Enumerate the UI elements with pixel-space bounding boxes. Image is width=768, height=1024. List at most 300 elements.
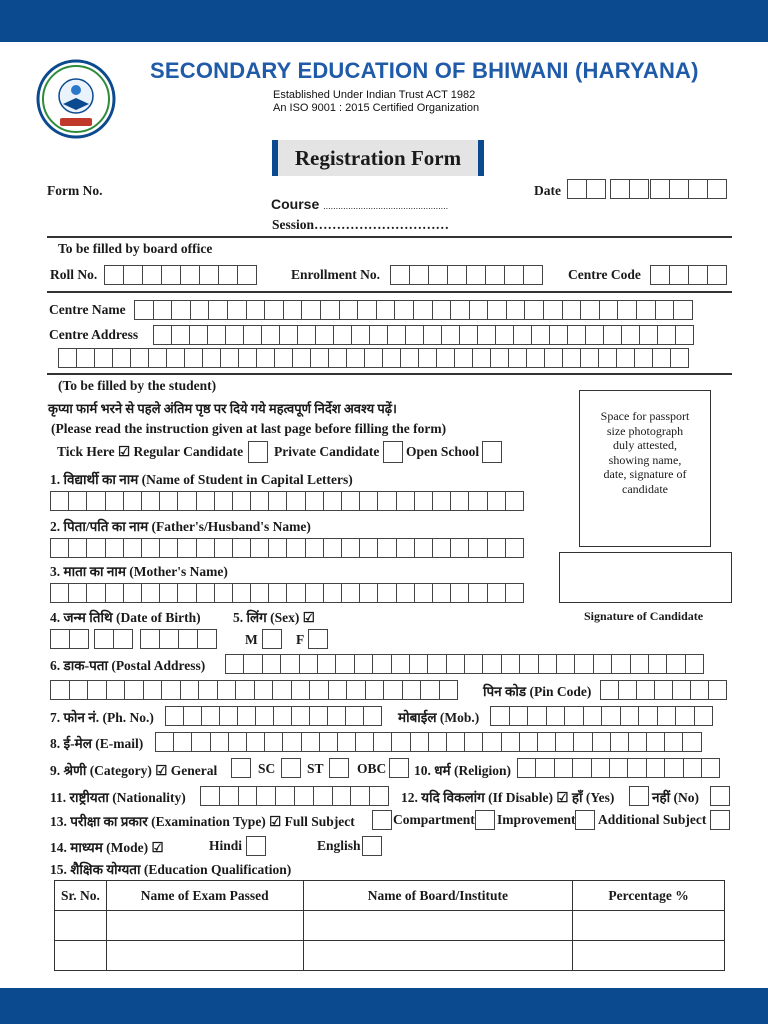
char-box[interactable] [323, 583, 342, 603]
char-box[interactable] [272, 680, 292, 700]
char-box[interactable] [94, 348, 113, 368]
char-box[interactable] [68, 491, 87, 511]
address-boxes[interactable] [225, 654, 703, 674]
char-box[interactable] [357, 300, 377, 320]
char-box[interactable] [363, 706, 382, 726]
full-subject-checkbox[interactable] [372, 810, 392, 830]
char-box[interactable] [690, 680, 709, 700]
char-box[interactable] [593, 654, 612, 674]
char-box[interactable] [508, 348, 527, 368]
char-box[interactable] [148, 348, 167, 368]
char-box[interactable] [432, 300, 452, 320]
char-box[interactable] [546, 706, 566, 726]
char-box[interactable] [208, 300, 228, 320]
char-box[interactable] [159, 491, 178, 511]
char-box[interactable] [86, 583, 105, 603]
char-box[interactable] [599, 300, 619, 320]
char-box[interactable] [432, 491, 451, 511]
char-box[interactable] [573, 732, 592, 752]
char-box[interactable] [225, 654, 244, 674]
char-box[interactable] [238, 786, 258, 806]
char-box[interactable] [377, 491, 396, 511]
char-box[interactable] [220, 348, 239, 368]
char-box[interactable] [364, 348, 383, 368]
char-box[interactable] [196, 491, 215, 511]
char-box[interactable] [675, 706, 695, 726]
char-box[interactable] [305, 538, 324, 558]
char-box[interactable] [664, 758, 683, 778]
char-box[interactable] [256, 348, 275, 368]
char-box[interactable] [618, 680, 637, 700]
char-box[interactable] [50, 491, 69, 511]
char-box[interactable] [124, 680, 144, 700]
char-box[interactable] [409, 654, 428, 674]
char-box[interactable] [309, 706, 328, 726]
char-box[interactable] [501, 654, 520, 674]
char-box[interactable] [555, 732, 574, 752]
char-box[interactable] [243, 325, 262, 345]
char-box[interactable] [184, 348, 203, 368]
char-box[interactable] [166, 348, 185, 368]
char-box[interactable] [282, 732, 301, 752]
father-name-boxes[interactable] [50, 538, 523, 558]
char-box[interactable] [286, 491, 305, 511]
char-box[interactable] [701, 758, 720, 778]
char-box[interactable] [264, 732, 283, 752]
char-box[interactable] [250, 538, 269, 558]
char-box[interactable] [423, 325, 442, 345]
char-box[interactable] [196, 538, 215, 558]
char-box[interactable] [153, 325, 172, 345]
char-box[interactable] [685, 654, 704, 674]
char-box[interactable] [372, 654, 391, 674]
char-box[interactable] [291, 706, 310, 726]
char-box[interactable] [487, 583, 506, 603]
char-box[interactable] [332, 786, 352, 806]
char-box[interactable] [171, 325, 190, 345]
char-box[interactable] [274, 348, 293, 368]
char-box[interactable] [153, 300, 173, 320]
char-box[interactable] [283, 300, 303, 320]
char-box[interactable] [554, 758, 573, 778]
char-box[interactable] [490, 706, 510, 726]
char-box[interactable] [519, 732, 538, 752]
char-box[interactable] [487, 538, 506, 558]
char-box[interactable] [464, 654, 483, 674]
char-box[interactable] [377, 538, 396, 558]
char-box[interactable] [405, 325, 424, 345]
char-box[interactable] [495, 325, 514, 345]
char-box[interactable] [638, 706, 658, 726]
char-box[interactable] [335, 654, 354, 674]
char-box[interactable] [177, 538, 196, 558]
char-box[interactable] [105, 538, 124, 558]
char-box[interactable] [531, 325, 550, 345]
char-box[interactable] [414, 583, 433, 603]
char-box[interactable] [268, 491, 287, 511]
char-box[interactable] [391, 654, 410, 674]
char-box[interactable] [652, 348, 671, 368]
char-box[interactable] [319, 732, 338, 752]
char-box[interactable] [105, 491, 124, 511]
char-box[interactable] [123, 583, 142, 603]
char-box[interactable] [359, 583, 378, 603]
char-box[interactable] [123, 538, 142, 558]
char-box[interactable] [310, 348, 329, 368]
char-box[interactable] [376, 300, 396, 320]
general-checkbox[interactable] [231, 758, 251, 778]
char-box[interactable] [198, 680, 218, 700]
char-box[interactable] [611, 654, 630, 674]
char-box[interactable] [354, 654, 373, 674]
char-box[interactable] [299, 654, 318, 674]
char-box[interactable] [468, 491, 487, 511]
char-box[interactable] [450, 300, 470, 320]
char-box[interactable] [501, 732, 520, 752]
email-boxes[interactable] [155, 732, 701, 752]
char-box[interactable] [454, 348, 473, 368]
dob-day-boxes[interactable] [50, 629, 88, 649]
compartment-checkbox[interactable] [475, 810, 495, 830]
char-box[interactable] [141, 583, 160, 603]
char-box[interactable] [382, 348, 401, 368]
open-school-checkbox[interactable] [482, 441, 502, 463]
char-box[interactable] [600, 680, 619, 700]
char-box[interactable] [365, 680, 385, 700]
char-box[interactable] [391, 732, 410, 752]
char-box[interactable] [603, 325, 622, 345]
private-candidate-checkbox[interactable] [383, 441, 403, 463]
char-box[interactable] [286, 538, 305, 558]
char-box[interactable] [359, 491, 378, 511]
char-box[interactable] [487, 300, 507, 320]
char-box[interactable] [505, 491, 524, 511]
char-box[interactable] [420, 680, 440, 700]
char-box[interactable] [261, 325, 280, 345]
table-cell[interactable] [106, 941, 303, 971]
char-box[interactable] [527, 706, 547, 726]
char-box[interactable] [173, 732, 192, 752]
char-box[interactable] [207, 325, 226, 345]
centre-name-boxes[interactable] [134, 300, 692, 320]
char-box[interactable] [50, 538, 69, 558]
char-box[interactable] [617, 300, 637, 320]
char-box[interactable] [250, 491, 269, 511]
char-box[interactable] [574, 654, 593, 674]
nationality-boxes[interactable] [200, 786, 388, 806]
char-box[interactable] [580, 300, 600, 320]
char-box[interactable] [556, 654, 575, 674]
char-box[interactable] [646, 758, 665, 778]
char-box[interactable] [141, 491, 160, 511]
char-box[interactable] [477, 325, 496, 345]
char-box[interactable] [130, 348, 149, 368]
char-box[interactable] [682, 732, 701, 752]
char-box[interactable] [256, 786, 276, 806]
char-box[interactable] [232, 538, 251, 558]
table-cell[interactable] [573, 911, 725, 941]
table-cell[interactable] [303, 941, 573, 971]
table-cell[interactable] [55, 911, 107, 941]
char-box[interactable] [564, 706, 584, 726]
char-box[interactable] [339, 300, 359, 320]
char-box[interactable] [469, 300, 489, 320]
char-box[interactable] [428, 732, 447, 752]
char-box[interactable] [337, 732, 356, 752]
char-box[interactable] [228, 732, 247, 752]
char-box[interactable] [636, 300, 656, 320]
char-box[interactable] [400, 348, 419, 368]
char-box[interactable] [345, 706, 364, 726]
char-box[interactable] [657, 325, 676, 345]
char-box[interactable] [200, 786, 220, 806]
char-box[interactable] [112, 348, 131, 368]
char-box[interactable] [526, 348, 545, 368]
char-box[interactable] [355, 732, 374, 752]
char-box[interactable] [171, 300, 191, 320]
char-box[interactable] [464, 732, 483, 752]
char-box[interactable] [190, 300, 210, 320]
char-box[interactable] [180, 680, 200, 700]
char-box[interactable] [123, 491, 142, 511]
char-box[interactable] [513, 325, 532, 345]
char-box[interactable] [68, 538, 87, 558]
char-box[interactable] [396, 538, 415, 558]
char-box[interactable] [214, 538, 233, 558]
char-box[interactable] [237, 706, 256, 726]
table-row[interactable] [55, 911, 725, 941]
char-box[interactable] [369, 325, 388, 345]
char-box[interactable] [305, 583, 324, 603]
char-box[interactable] [243, 654, 262, 674]
char-box[interactable] [76, 348, 95, 368]
mother-name-boxes[interactable] [50, 583, 523, 603]
char-box[interactable] [567, 325, 586, 345]
char-box[interactable] [524, 300, 544, 320]
char-box[interactable] [517, 758, 536, 778]
char-box[interactable] [250, 583, 269, 603]
char-box[interactable] [439, 680, 459, 700]
male-checkbox[interactable] [262, 629, 282, 649]
char-box[interactable] [341, 491, 360, 511]
char-box[interactable] [341, 583, 360, 603]
char-box[interactable] [350, 786, 370, 806]
char-box[interactable] [235, 680, 255, 700]
char-box[interactable] [373, 732, 392, 752]
char-box[interactable] [105, 583, 124, 603]
char-box[interactable] [609, 758, 628, 778]
char-box[interactable] [346, 680, 366, 700]
char-box[interactable] [562, 348, 581, 368]
sc-checkbox[interactable] [281, 758, 301, 778]
char-box[interactable] [323, 538, 342, 558]
char-box[interactable] [86, 538, 105, 558]
roll-no-boxes[interactable] [104, 265, 256, 285]
char-box[interactable] [490, 348, 509, 368]
char-box[interactable] [436, 348, 455, 368]
char-box[interactable] [628, 732, 647, 752]
char-box[interactable] [328, 680, 348, 700]
female-checkbox[interactable] [308, 629, 328, 649]
char-box[interactable] [441, 325, 460, 345]
char-box[interactable] [317, 654, 336, 674]
char-box[interactable] [591, 758, 610, 778]
char-box[interactable] [592, 732, 611, 752]
char-box[interactable] [396, 583, 415, 603]
char-box[interactable] [519, 654, 538, 674]
char-box[interactable] [246, 300, 266, 320]
char-box[interactable] [69, 680, 89, 700]
char-box[interactable] [232, 491, 251, 511]
char-box[interactable] [487, 491, 506, 511]
char-box[interactable] [482, 732, 501, 752]
char-box[interactable] [537, 732, 556, 752]
char-box[interactable] [670, 348, 689, 368]
char-box[interactable] [165, 706, 184, 726]
char-box[interactable] [418, 348, 437, 368]
char-box[interactable] [383, 680, 403, 700]
char-box[interactable] [219, 786, 239, 806]
char-box[interactable] [217, 680, 237, 700]
char-box[interactable] [313, 786, 333, 806]
char-box[interactable] [246, 732, 265, 752]
table-cell[interactable] [573, 941, 725, 971]
char-box[interactable] [432, 583, 451, 603]
char-box[interactable] [50, 583, 69, 603]
char-box[interactable] [683, 758, 702, 778]
char-box[interactable] [446, 654, 465, 674]
char-box[interactable] [201, 706, 220, 726]
date-day-boxes[interactable] [567, 179, 605, 199]
phone-boxes[interactable] [165, 706, 381, 726]
char-box[interactable] [268, 538, 287, 558]
char-box[interactable] [86, 491, 105, 511]
char-box[interactable] [273, 706, 292, 726]
char-box[interactable] [309, 680, 329, 700]
disable-yes-checkbox[interactable] [629, 786, 649, 806]
char-box[interactable] [446, 732, 465, 752]
char-box[interactable] [210, 732, 229, 752]
char-box[interactable] [432, 538, 451, 558]
char-box[interactable] [620, 706, 640, 726]
char-box[interactable] [664, 732, 683, 752]
char-box[interactable] [297, 325, 316, 345]
char-box[interactable] [387, 325, 406, 345]
char-box[interactable] [141, 538, 160, 558]
char-box[interactable] [214, 491, 233, 511]
char-box[interactable] [264, 300, 284, 320]
table-row[interactable] [55, 941, 725, 971]
char-box[interactable] [320, 300, 340, 320]
char-box[interactable] [268, 583, 287, 603]
enrollment-no-boxes[interactable] [390, 265, 542, 285]
char-box[interactable] [359, 538, 378, 558]
char-box[interactable] [351, 325, 370, 345]
pin-code-boxes[interactable] [600, 680, 726, 700]
char-box[interactable] [472, 348, 491, 368]
char-box[interactable] [177, 491, 196, 511]
char-box[interactable] [410, 732, 429, 752]
char-box[interactable] [219, 706, 238, 726]
char-box[interactable] [301, 300, 321, 320]
char-box[interactable] [672, 680, 691, 700]
char-box[interactable] [509, 706, 529, 726]
char-box[interactable] [657, 706, 677, 726]
char-box[interactable] [427, 654, 446, 674]
char-box[interactable] [323, 491, 342, 511]
char-box[interactable] [143, 680, 163, 700]
date-month-boxes[interactable] [610, 179, 648, 199]
char-box[interactable] [580, 348, 599, 368]
char-box[interactable] [159, 538, 178, 558]
dob-year-boxes[interactable] [140, 629, 216, 649]
char-box[interactable] [673, 300, 693, 320]
address-boxes-line2[interactable] [50, 680, 457, 700]
char-box[interactable] [543, 300, 563, 320]
char-box[interactable] [106, 680, 126, 700]
char-box[interactable] [666, 654, 685, 674]
char-box[interactable] [191, 732, 210, 752]
hindi-checkbox[interactable] [246, 836, 266, 856]
char-box[interactable] [396, 491, 415, 511]
char-box[interactable] [68, 583, 87, 603]
char-box[interactable] [227, 300, 247, 320]
char-box[interactable] [134, 300, 154, 320]
centre-code-boxes[interactable] [650, 265, 726, 285]
char-box[interactable] [292, 348, 311, 368]
char-box[interactable] [450, 583, 469, 603]
table-cell[interactable] [55, 941, 107, 971]
signature-box[interactable] [559, 552, 732, 603]
char-box[interactable] [655, 300, 675, 320]
char-box[interactable] [468, 538, 487, 558]
dob-month-boxes[interactable] [94, 629, 132, 649]
additional-subject-checkbox[interactable] [710, 810, 730, 830]
char-box[interactable] [468, 583, 487, 603]
char-box[interactable] [450, 491, 469, 511]
char-box[interactable] [450, 538, 469, 558]
char-box[interactable] [544, 348, 563, 368]
char-box[interactable] [333, 325, 352, 345]
mobile-boxes[interactable] [490, 706, 712, 726]
char-box[interactable] [305, 491, 324, 511]
char-box[interactable] [598, 348, 617, 368]
char-box[interactable] [189, 325, 208, 345]
char-box[interactable] [646, 732, 665, 752]
char-box[interactable] [535, 758, 554, 778]
religion-boxes[interactable] [517, 758, 719, 778]
char-box[interactable] [585, 325, 604, 345]
char-box[interactable] [87, 680, 107, 700]
char-box[interactable] [275, 786, 295, 806]
char-box[interactable] [627, 758, 646, 778]
char-box[interactable] [58, 348, 77, 368]
char-box[interactable] [159, 583, 178, 603]
char-box[interactable] [177, 583, 196, 603]
char-box[interactable] [155, 732, 174, 752]
char-box[interactable] [225, 325, 244, 345]
char-box[interactable] [459, 325, 478, 345]
char-box[interactable] [377, 583, 396, 603]
char-box[interactable] [327, 706, 346, 726]
char-box[interactable] [505, 538, 524, 558]
char-box[interactable] [482, 654, 501, 674]
english-checkbox[interactable] [362, 836, 382, 856]
char-box[interactable] [238, 348, 257, 368]
char-box[interactable] [294, 786, 314, 806]
regular-candidate-checkbox[interactable] [248, 441, 268, 463]
char-box[interactable] [254, 680, 274, 700]
